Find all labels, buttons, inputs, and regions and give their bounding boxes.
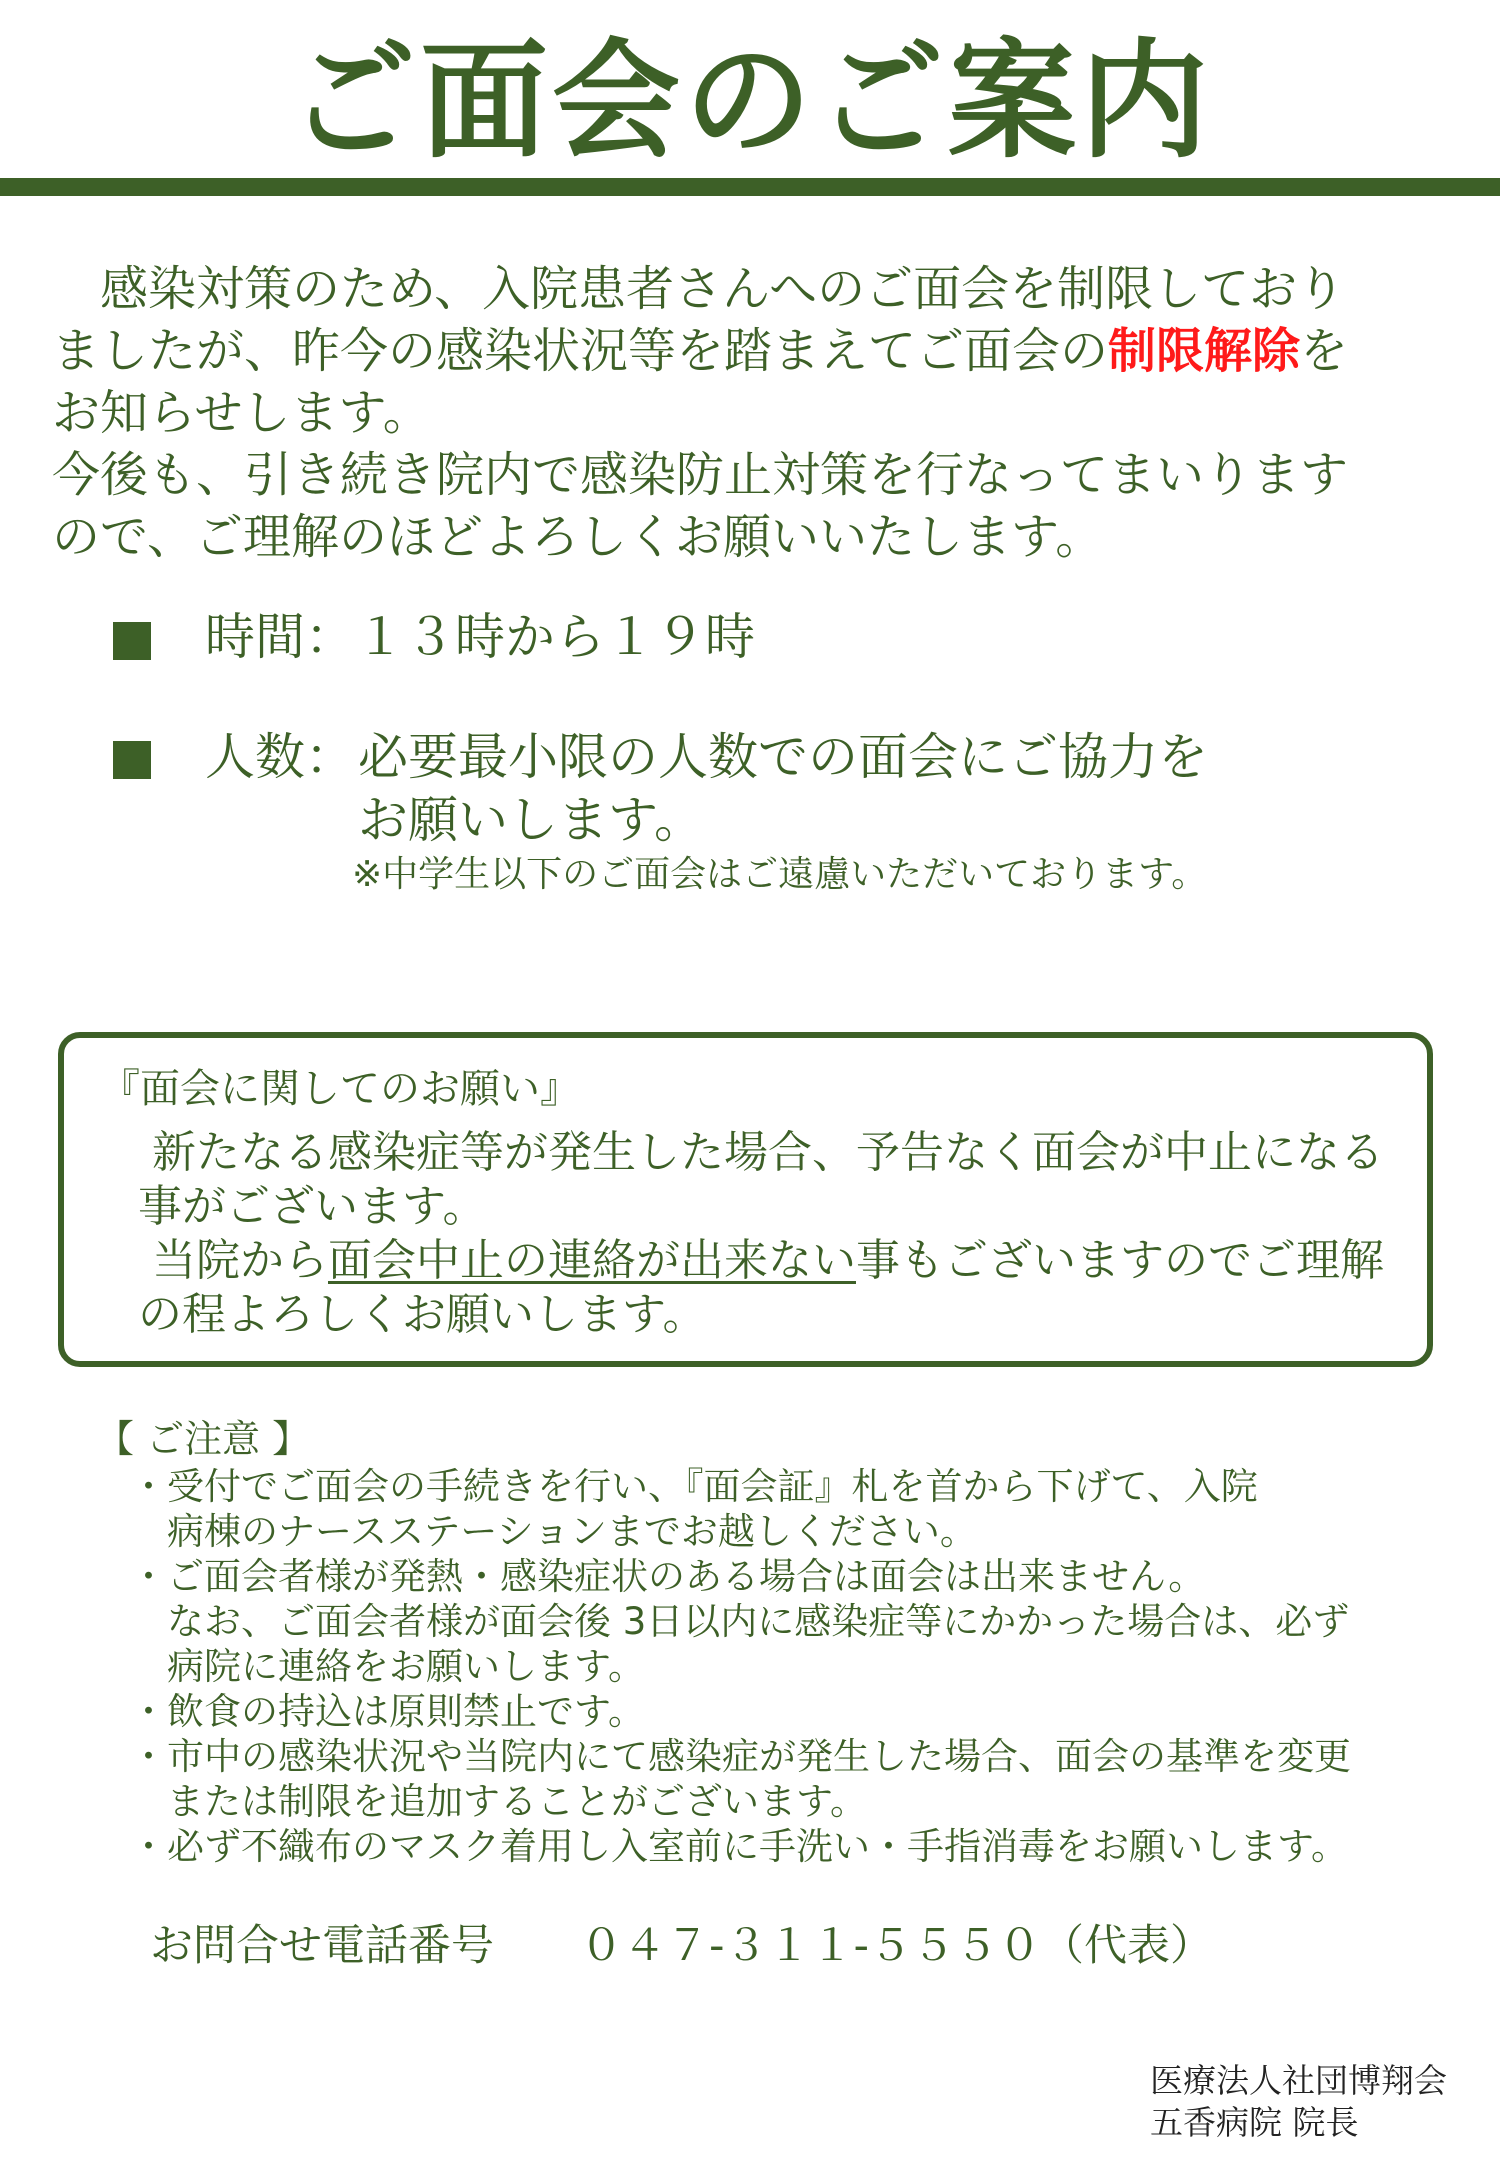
organization-name: 医療法人社団博翔会 xyxy=(1150,2061,1447,2100)
intro-line-1: 感染対策のため、入院患者さんへのご面会を制限しており xyxy=(52,261,1346,317)
intro-line-2-end: を xyxy=(1300,323,1349,379)
visitor-count-line-2: お願いします。 xyxy=(358,791,704,849)
request-line-3: 当院から xyxy=(138,1235,328,1286)
request-box-body xyxy=(138,1126,1384,1342)
request-line-3-end: 事もございますのでご理解 xyxy=(856,1235,1384,1286)
visiting-hours-label: 時間： xyxy=(205,608,355,666)
intro-line-3: お知らせします。 xyxy=(52,385,431,441)
caution-line: なお、ご面会者様が面会後 3日以内に感染症等にかかった場合は、必ず xyxy=(130,1600,1350,1643)
contact-phone xyxy=(150,1920,1213,1972)
request-box-title: 『面会に関してのお願い』 xyxy=(100,1066,580,1112)
request-line-1: 新たなる感染症等が発生した場合、予告なく面会が中止になる xyxy=(138,1127,1384,1178)
intro-text xyxy=(52,258,1472,568)
caution-line: ・飲食の持込は原則禁止です。 xyxy=(130,1690,646,1733)
phone-label: お問合せ電話番号 xyxy=(150,1921,494,1971)
caution-line: ・ご面会者様が発熱・感染症状のある場合は面会は出来ません。 xyxy=(130,1555,1206,1598)
intro-line-4: 今後も、引き続き院内で感染防止対策を行なってまいります xyxy=(52,447,1349,503)
visitor-count-label: 人数： xyxy=(205,728,355,786)
request-line-2: 事がございます。 xyxy=(138,1181,487,1232)
children-note: ※中学生以下のご面会はご遠慮いただいております。 xyxy=(352,854,1208,895)
no-contact-underlined: 面会中止の連絡が出来ない xyxy=(328,1235,856,1286)
page-title: ご面会のご案内 xyxy=(287,27,1212,176)
caution-line: 病棟のナースステーションまでお越しください。 xyxy=(130,1510,977,1553)
visiting-hours xyxy=(205,607,755,667)
hospital-director: 五香病院 院長 xyxy=(1150,2103,1359,2142)
caution-line: 病院に連絡をお願いします。 xyxy=(130,1645,646,1688)
title-rule xyxy=(0,178,1500,196)
intro-line-5: ので、ご理解のほどよろしくお願いいたします。 xyxy=(52,509,1104,565)
square-bullet-icon xyxy=(113,622,151,660)
visitor-count-line-1: 必要最小限の人数での面会にご協力を xyxy=(358,728,1208,786)
square-bullet-icon xyxy=(113,741,151,779)
caution-line: または制限を追加することがございます。 xyxy=(130,1780,868,1823)
visiting-hours-value: １３時から１９時 xyxy=(355,608,755,666)
footer-signature xyxy=(1150,2060,1447,2144)
caution-line: ・必ず不織布のマスク着用し入室前に手洗い・手指消毒をお願いします。 xyxy=(130,1825,1349,1868)
caution-list xyxy=(130,1464,1351,1869)
request-line-4: の程よろしくお願いします。 xyxy=(138,1289,707,1340)
caution-heading: 【 ご注意 】 xyxy=(96,1417,311,1461)
caution-line: ・受付でご面会の手続きを行い、『面会証』札を首から下げて、入院 xyxy=(130,1465,1258,1508)
restriction-lifted-highlight: 制限解除 xyxy=(1108,323,1301,379)
phone-number: ０４７-３１１-５５５０（代表） xyxy=(580,1921,1214,1971)
caution-line: ・市中の感染状況や当院内にて感染症が発生した場合、面会の基準を変更 xyxy=(130,1735,1351,1778)
intro-line-2: ましたが、昨今の感染状況等を踏まえてご面会の xyxy=(52,323,1109,379)
